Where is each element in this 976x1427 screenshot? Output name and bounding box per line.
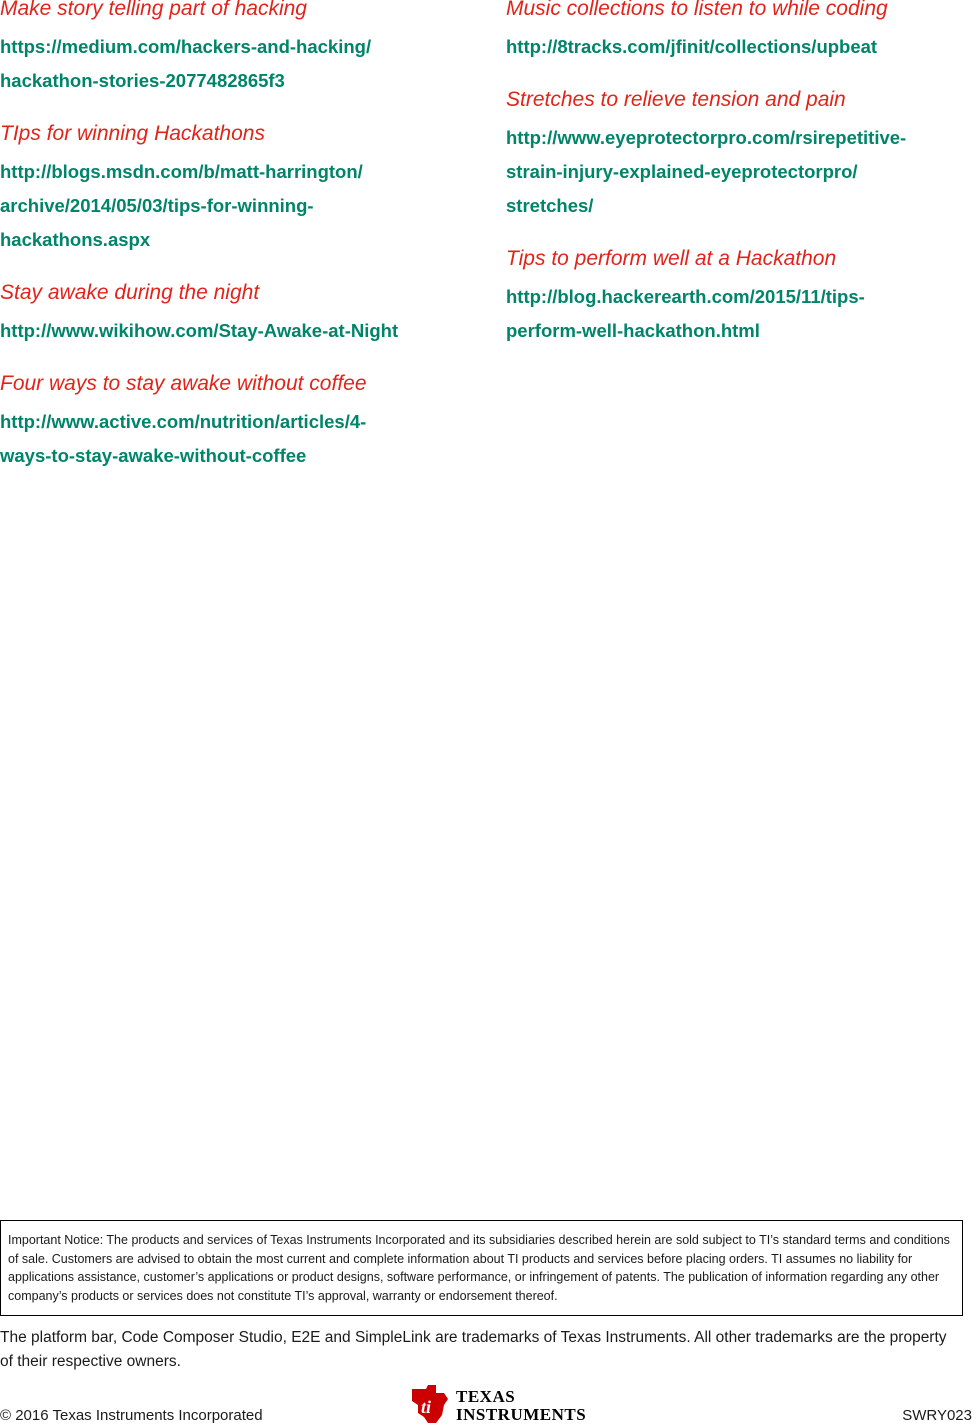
right-column — [506, 0, 976, 369]
document-code: SWRY023 — [902, 1407, 972, 1424]
ti-logo — [408, 1383, 588, 1427]
logo-text-line1: TEXAS — [456, 1387, 516, 1406]
trademark-statement: The platform bar, Code Composer Studio, E2E and SimpleLink are trademarks of Texas Instruments. All other trademarks are the property of their respective owners. — [0, 1329, 947, 1370]
resource-entry — [0, 0, 470, 98]
copyright-text: © 2016 Texas Instruments Incorporated — [0, 1407, 263, 1424]
svg-text:ti: ti — [421, 1397, 432, 1417]
logo-text-line2: INSTRUMENTS — [456, 1405, 587, 1424]
resource-entry — [506, 244, 976, 348]
resource-title: Music collections to listen to while coding — [506, 0, 888, 20]
resource-link[interactable]: http://8tracks.com/jfinit/collections/upbeat — [506, 36, 878, 57]
resource-link[interactable]: http://blog.hackerearth.com/2015/11/tips- perform-well-hackathon.html — [506, 286, 865, 341]
resource-title: Four ways to stay awake without coffee — [0, 372, 367, 395]
resource-entry — [0, 119, 470, 257]
left-column — [0, 0, 470, 494]
resource-entry — [506, 85, 976, 223]
resource-title: Stretches to relieve tension and pain — [506, 88, 846, 111]
resource-link[interactable]: http://www.wikihow.com/Stay-Awake-at-Night — [0, 320, 399, 341]
resource-link[interactable]: http://www.eyeprotectorpro.com/rsirepetitive- strain-injury-explained-eyeprotectorpro/ stretches/ — [506, 127, 907, 216]
resource-entry — [506, 0, 976, 64]
ti-logo-icon — [408, 1383, 452, 1427]
resource-link[interactable]: https://medium.com/hackers-and-hacking/ hackathon-stories-2077482865f3 — [0, 36, 372, 91]
resource-entry — [0, 278, 470, 348]
important-notice-box: Important Notice: The products and services of Texas Instruments Incorporated and its subsidiaries described herein are sold subject to TI’s standard terms and conditions of sale. Customers are advised to obtain the most current and complete information about TI products and services before placing orders. TI assumes no liability for applications assistance, customer’s applications or product designs, software performance, or infringement of patents. The publication of information regarding any other company’s products or services does not constitute TI’s approval, warranty or endorsement thereof. — [0, 1220, 963, 1316]
resource-link[interactable]: http://www.active.com/nutrition/articles/4- ways-to-stay-awake-without-coffee — [0, 411, 367, 466]
resource-title: Tips to perform well at a Hackathon — [506, 247, 837, 270]
resource-title: Make story telling part of hacking — [0, 0, 307, 20]
resource-entry — [0, 369, 470, 473]
resource-title: Stay awake during the night — [0, 281, 260, 304]
resource-title: TIps for winning Hackathons — [0, 122, 265, 145]
resource-link[interactable]: http://blogs.msdn.com/b/matt-harrington/ archive/2014/05/03/tips-for-winning- hackathons.aspx — [0, 161, 363, 250]
